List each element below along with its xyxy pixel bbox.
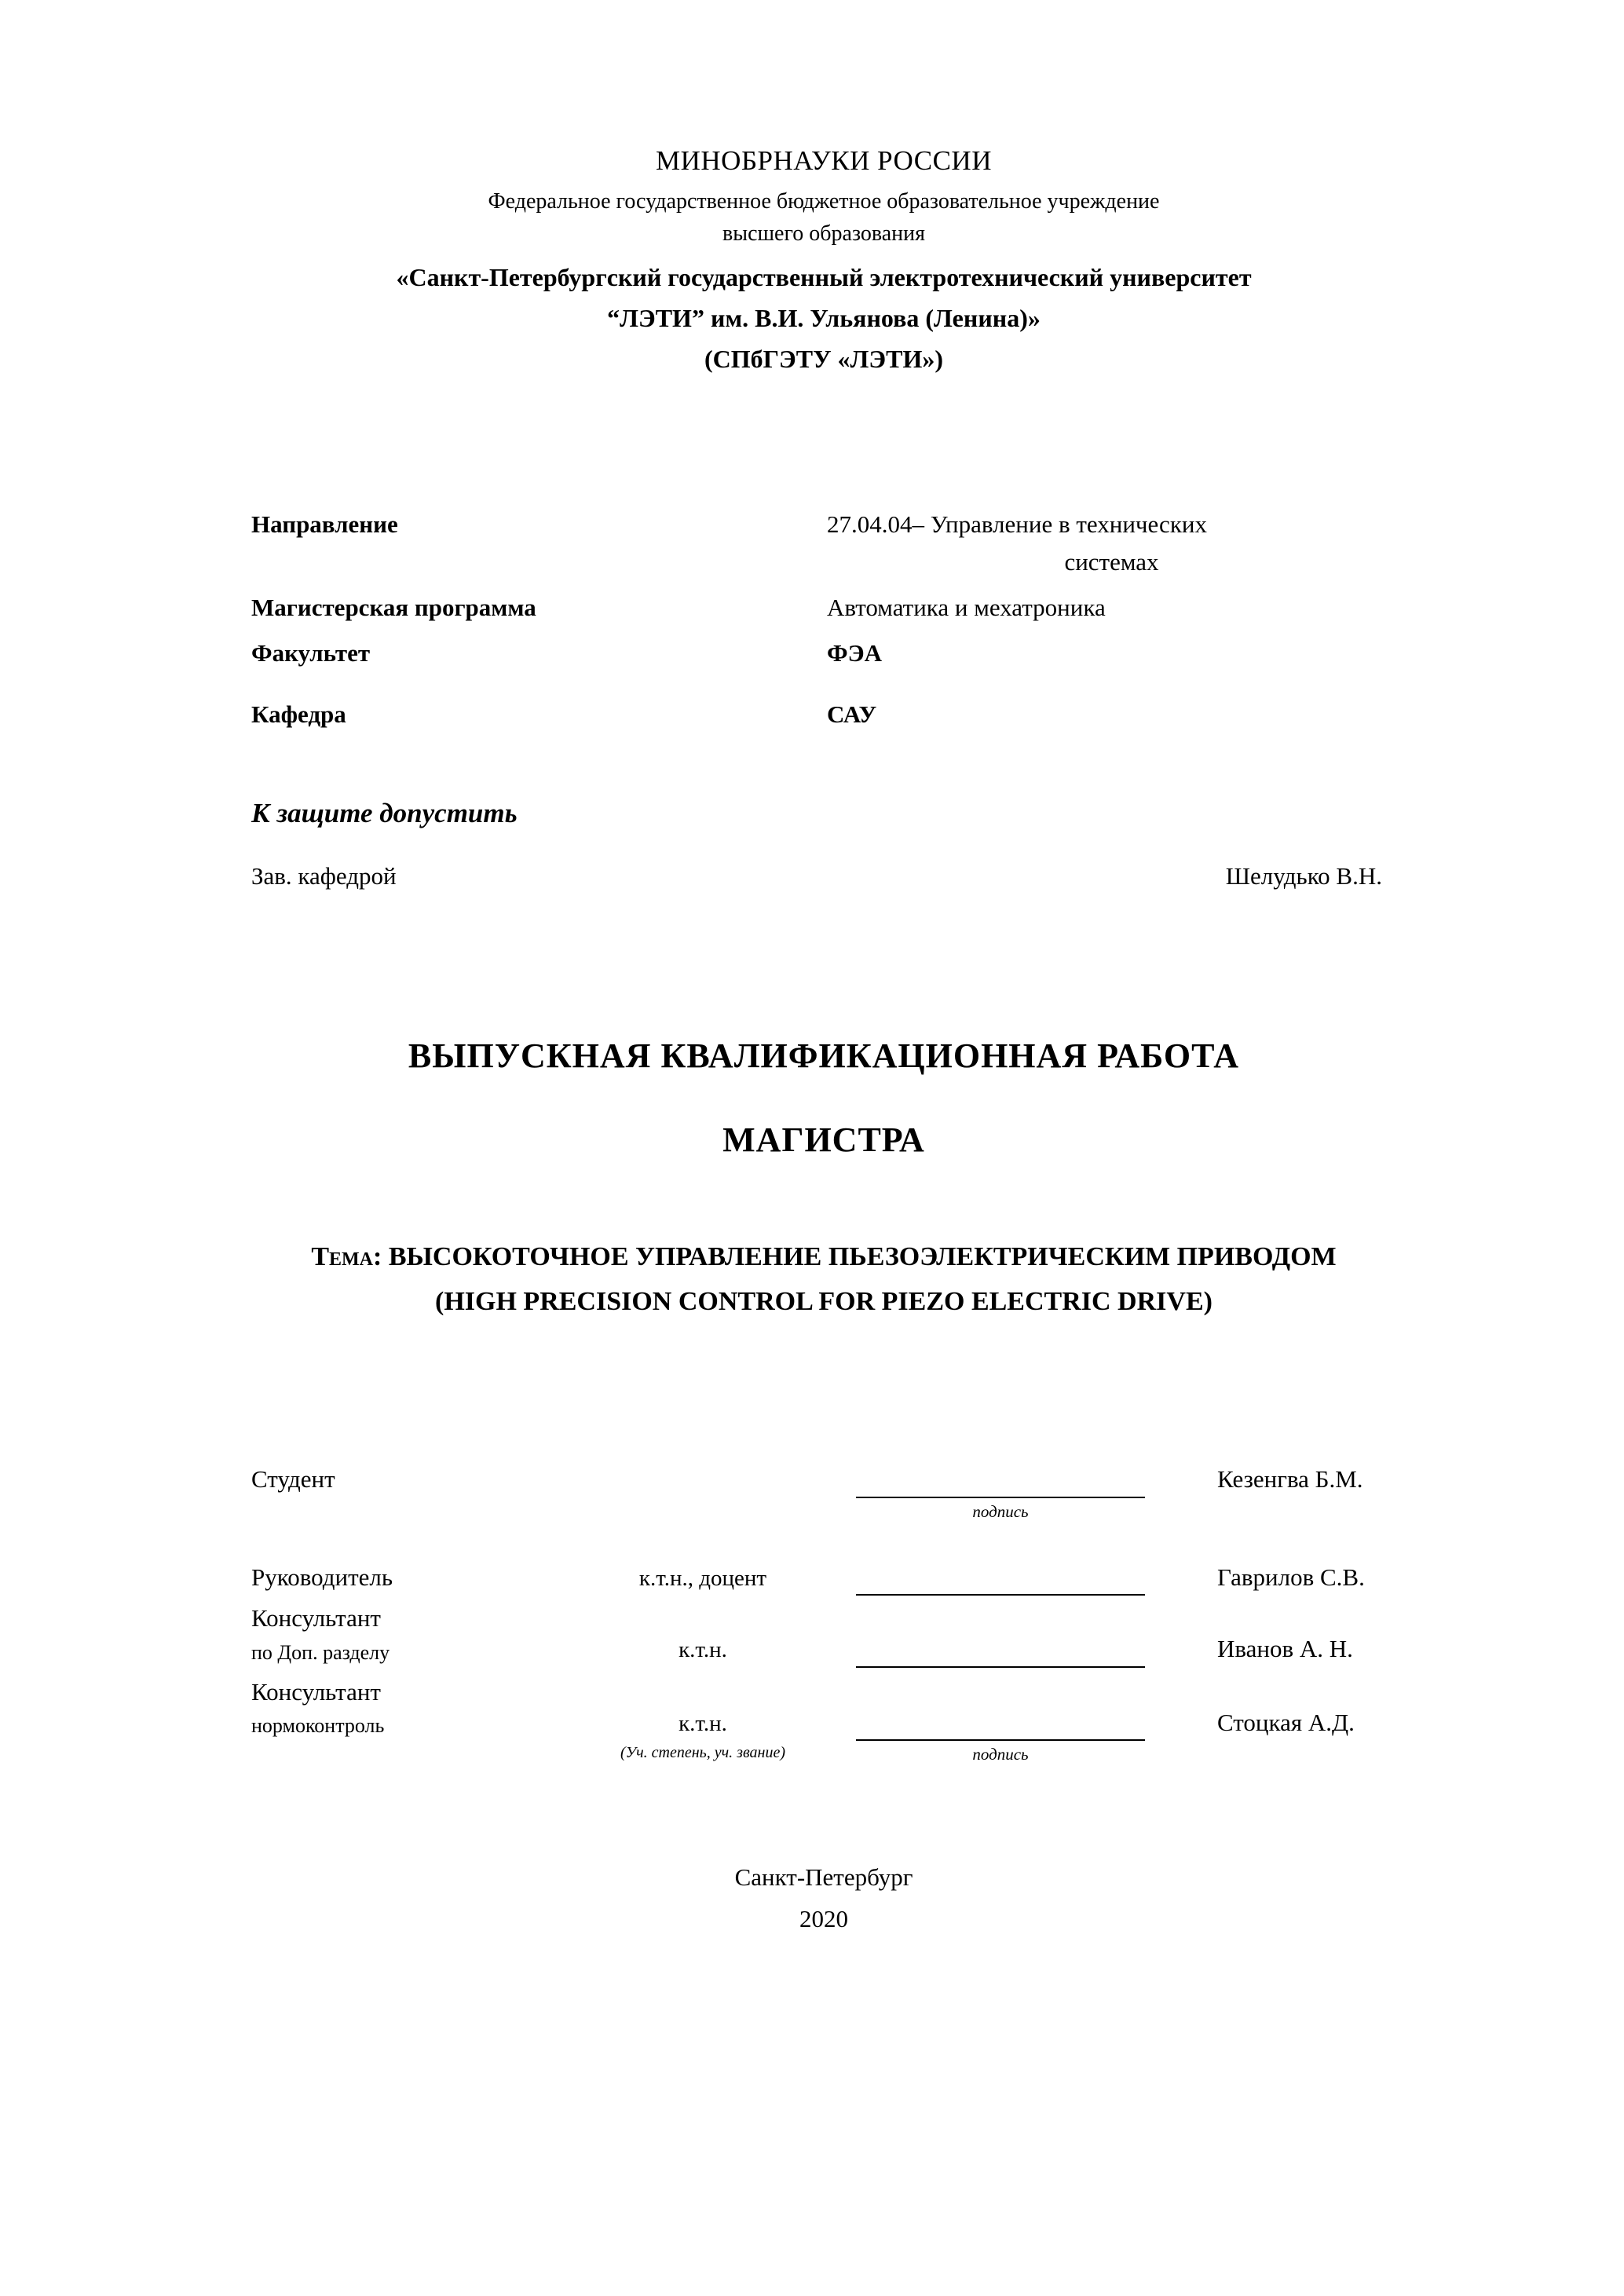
signature-row-consultant-1 [251, 1600, 1396, 1668]
signatures-section [251, 1461, 1396, 1764]
program-row-department [251, 696, 1396, 733]
student-role-label: Студент [251, 1465, 335, 1493]
consultant1-signature-cell [856, 1635, 1162, 1668]
university-name [251, 258, 1396, 379]
consultant2-role-sub: нормоконтроль [251, 1714, 385, 1738]
program-info [251, 506, 1396, 733]
theme-section [251, 1234, 1396, 1324]
university-line1: «Санкт-Петербургский государственный электротехнический университет [396, 263, 1252, 292]
consultant1-degree: к.т.н. [678, 1637, 727, 1663]
direction-label: Направление [251, 510, 398, 538]
theme-text-ru: ВЫСОКОТОЧНОЕ УПРАВЛЕНИЕ ПЬЕЗОЭЛЕКТРИЧЕСКИМ ПРИВОДОМ [388, 1241, 1337, 1271]
admission-row [251, 862, 1396, 890]
student-signature-caption: подпись [972, 1501, 1029, 1521]
footer [251, 1857, 1396, 1940]
thesis-title-line2: МАГИСТРА [722, 1120, 925, 1159]
program-row-direction [251, 506, 1396, 581]
consultant2-signature-caption: подпись [972, 1745, 1029, 1764]
university-line2: “ЛЭТИ” им. В.И. Ульянова (Ленина)» [607, 304, 1041, 333]
consultant1-role-sub: по Доп. разделу [251, 1640, 390, 1664]
organization-line1: Федеральное государственное бюджетное образовательное учреждение [488, 189, 1160, 214]
direction-value-line1: 27.04.04– Управление в технических [827, 510, 1207, 538]
footer-year: 2020 [799, 1904, 848, 1932]
consultant2-role-label: Консультант [251, 1677, 381, 1706]
thesis-title [251, 1036, 1396, 1160]
consultant2-degree-value: к.т.н. [678, 1710, 727, 1736]
student-signature-cell [856, 1465, 1162, 1521]
thesis-title-line1: ВЫПУСКНАЯ КВАЛИФИКАЦИОННАЯ РАБОТА [408, 1036, 1240, 1075]
supervisor-signature-cell [856, 1563, 1162, 1596]
footer-city: Санкт-Петербург [734, 1863, 913, 1892]
student-role [251, 1461, 597, 1498]
master-program-label: Магистерская программа [251, 593, 536, 621]
head-of-department-label: Зав. кафедрой [251, 861, 397, 890]
program-row-faculty [251, 634, 1396, 672]
supervisor-signature-line [856, 1563, 1145, 1596]
consultant1-role [251, 1600, 597, 1668]
student-signature-line [856, 1465, 1145, 1498]
program-row-master-program [251, 589, 1396, 627]
supervisor-name: Гаврилов С.В. [1217, 1563, 1365, 1591]
ministry-name: МИНОБРНАУКИ РОССИИ [656, 145, 992, 176]
consultant2-degree-note: (Уч. степень, уч. звание) [620, 1744, 785, 1762]
consultant2-role [251, 1674, 597, 1742]
supervisor-role-label: Руководитель [251, 1563, 393, 1591]
signature-row-consultant-2 [251, 1674, 1396, 1764]
consultant2-degree [597, 1707, 856, 1762]
organization-description [251, 186, 1396, 250]
student-name: Кезенгва Б.М. [1217, 1465, 1363, 1493]
consultant2-signature-cell [856, 1708, 1162, 1764]
consultant1-signature-line [856, 1635, 1145, 1668]
consultant1-role-label: Консультант [251, 1604, 381, 1632]
admission-section [251, 798, 1396, 890]
master-program-value: Автоматика и мехатроника [827, 593, 1106, 621]
department-label: Кафедра [251, 700, 346, 728]
head-of-department-name: Шелудько В.Н. [1225, 861, 1382, 890]
direction-value-line2: системах [1064, 547, 1159, 576]
faculty-value: ФЭА [827, 638, 883, 667]
consultant2-signature-line [856, 1708, 1145, 1741]
consultant2-name: Стоцкая А.Д. [1217, 1708, 1355, 1736]
supervisor-role [251, 1559, 597, 1596]
organization-line2: высшего образования [722, 221, 925, 246]
department-value: САУ [827, 700, 877, 728]
direction-value [827, 506, 1396, 581]
signature-row-supervisor [251, 1559, 1396, 1596]
theme-text-en: (HIGH PRECISION CONTROL FOR PIEZO ELECTRIC DRIVE) [435, 1287, 1213, 1317]
signature-row-student [251, 1461, 1396, 1521]
faculty-label: Факультет [251, 638, 371, 667]
consultant1-name: Иванов А. Н. [1217, 1635, 1353, 1663]
theme-russian [251, 1234, 1396, 1279]
document-header [251, 145, 1396, 380]
university-line3: (СПбГЭТУ «ЛЭТИ») [704, 344, 943, 373]
admission-heading: К защите допустить [251, 797, 518, 828]
theme-label: Тема: [311, 1241, 382, 1271]
supervisor-degree: к.т.н., доцент [638, 1565, 767, 1591]
